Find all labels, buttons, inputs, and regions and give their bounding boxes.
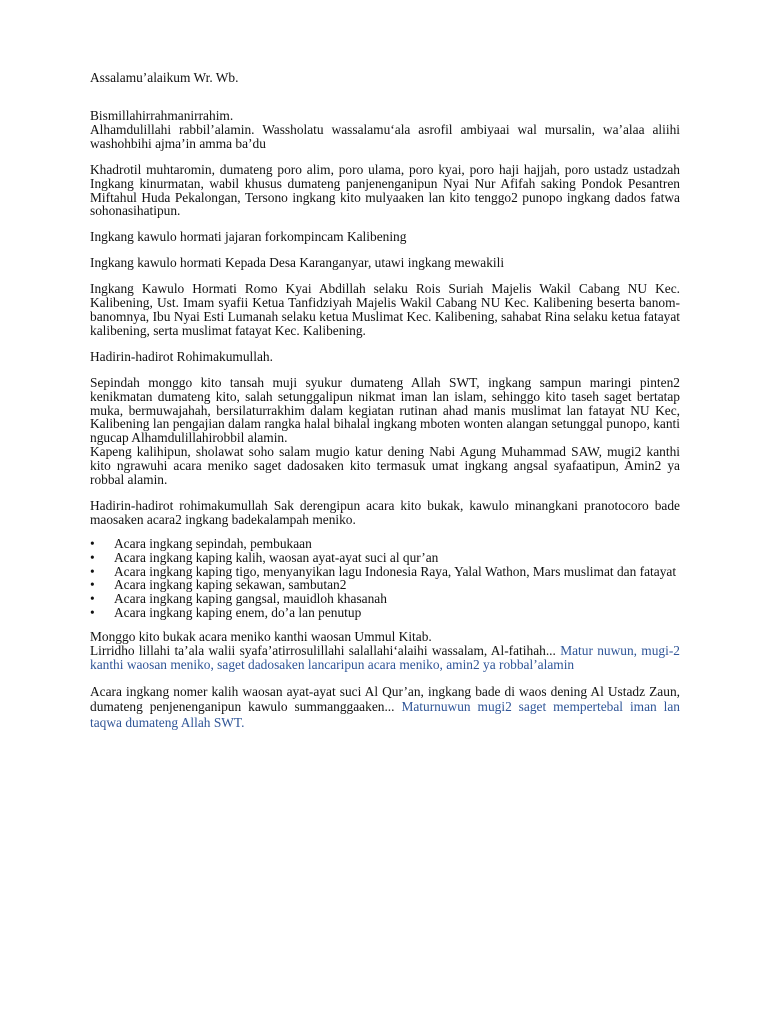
bullet-icon: • xyxy=(90,605,95,621)
list-item xyxy=(90,606,680,620)
agenda-item-text: Acara ingkang sepindah, pembukaan xyxy=(114,535,312,551)
fatihah-text: Lirridho lillahi ta’ala walii syafa’atirrosulillahi salallahi‘alaihi wassalam, Al-fatihah... xyxy=(90,643,561,659)
agenda-item-text: Acara ingkang kaping sekawan, sambutan2 xyxy=(114,577,347,593)
matur-nuwun-text: Matur nuwun, mugi-2 kanthi waosan meniko, saget dadosaken lancaripun acara meniko, amin2 ya robbal’alamin xyxy=(90,643,680,672)
agenda-item-text: Acara ingkang kaping enem, do’a lan penutup xyxy=(114,605,362,621)
khadrotil-paragraph: Khadrotil muhtaromin, dumateng poro alim, poro ulama, poro kyai, poro haji hajjah, poro ustadz ustadzah Ingkang kinurmatan, wabil khusus dumateng panjenenganipun Nyai Nur Afifah saking Pondok Pesantren Miftahul Huda Pekalongan, Tersono ingkang kito mulyaaken lan kito tenggo2 punopo ingkang dados fatwa sohonasihatipun. xyxy=(90,161,680,219)
bullet-icon: • xyxy=(90,563,95,579)
list-item xyxy=(90,551,680,565)
agenda-item-text: Acara ingkang kaping gangsal, mauidloh khasanah xyxy=(114,591,387,607)
list-item xyxy=(90,592,680,606)
kapeng-paragraph: Kapeng kalihipun, sholawat soho salam mugio katur dening Nabi Agung Muhammad SAW, mugi2 kanthi kito ngrawuhi acara meniko saget dadosaken kito termasuk umat ingkang angsal syafaatipun, Amin2 ya robbal alamin. xyxy=(90,444,680,488)
ummul-kitab-line: Monggo kito bukak acara meniko kanthi waosan Ummul Kitab. xyxy=(90,629,432,645)
maturnuwun-text: Maturnuwun mugi2 saget mempertebal iman lan taqwa dumateng Allah SWT. xyxy=(90,699,680,730)
list-item xyxy=(90,537,680,551)
bullet-icon: • xyxy=(90,535,95,551)
agenda-item-text: Acara ingkang kaping tigo, menyanyikan lagu Indonesia Raya, Yalal Wathon, Mars muslimat dan fatayat xyxy=(114,563,677,579)
greeting: Assalamu’alaikum Wr. Wb. xyxy=(90,70,239,85)
list-item xyxy=(90,578,680,592)
bullet-icon: • xyxy=(90,549,95,565)
hadirin-paragraph-1: Hadirin-hadirot Rohimakumullah. xyxy=(90,348,273,364)
desa-paragraph: Ingkang kawulo hormati Kepada Desa Karanganyar, utawi ingkang mewakili xyxy=(90,255,505,271)
list-item xyxy=(90,565,680,579)
bismillah-line: Bismillahirrahmanirrahim. xyxy=(90,108,234,123)
agenda-list xyxy=(90,537,680,620)
forkompincam-paragraph: Ingkang kawulo hormati jajaran forkompincam Kalibening xyxy=(90,229,407,245)
hadirin-paragraph-2: Hadirin-hadirot rohimakumullah Sak derengipun acara kito bukak, kawulo minangkani pranotocoro bade maosaken acara2 ingkang badekalampah meniko. xyxy=(90,497,680,527)
agenda-item-text: Acara ingkang kaping kalih, waosan ayat-ayat suci al qur’an xyxy=(114,549,439,565)
alhamdulillah-line: Alhamdulillahi rabbil’alamin. Wassholatu wassalamu‘ala asrofil ambiyaai wal mursalin, wa’alaa aliihi washohbihi ajma’in amma ba’du xyxy=(90,121,680,151)
bullet-icon: • xyxy=(90,577,95,593)
bullet-icon: • xyxy=(90,591,95,607)
sepindah-paragraph: Sepindah monggo kito tansah muji syukur dumateng Allah SWT, ingkang sampun maringi pinten2 kenikmatan dumateng kito, salah setunggalipun nikmat iman lan islam, sehinggo kito taseh saget bertatap muka, bermuwajahah, bersilaturrakhim dalam kegiatan rutinan ahad manis muslimat lan fatayat NU Kec, Kalibening lan pengajian dalam rangka halal bihalal ingkang mboten wonten alangan setunggal punopo, kanti ngucap Alhamdulillahirobbil alamin. xyxy=(90,374,680,446)
quran-reading-text: Acara ingkang nomer kalih waosan ayat-ayat suci Al Qur’an, ingkang bade di waos dening Al Ustadz Zaun, dumateng penjenenganipun kawulo summanggaaken... xyxy=(90,683,680,715)
closing-paragraph-1 xyxy=(90,630,680,672)
closing-paragraph-2 xyxy=(90,684,680,731)
opening-paragraph xyxy=(90,109,680,151)
romo-kyai-paragraph: Ingkang Kawulo Hormati Romo Kyai Abdillah selaku Rois Suriah Majelis Wakil Cabang NU Kec. Kalibening, Ust. Imam syafii Ketua Tanfidziyah Majelis Wakil Cabang NU Kec. Kalibening beserta banom-banomnya, Ibu Nyai Esti Lumanah selaku ketua Muslimat Kec. Kalibening, sahabat Rina selaku ketua fatayat kalibening, serta muslimat fatayat Kec. Kalibening. xyxy=(90,281,680,338)
